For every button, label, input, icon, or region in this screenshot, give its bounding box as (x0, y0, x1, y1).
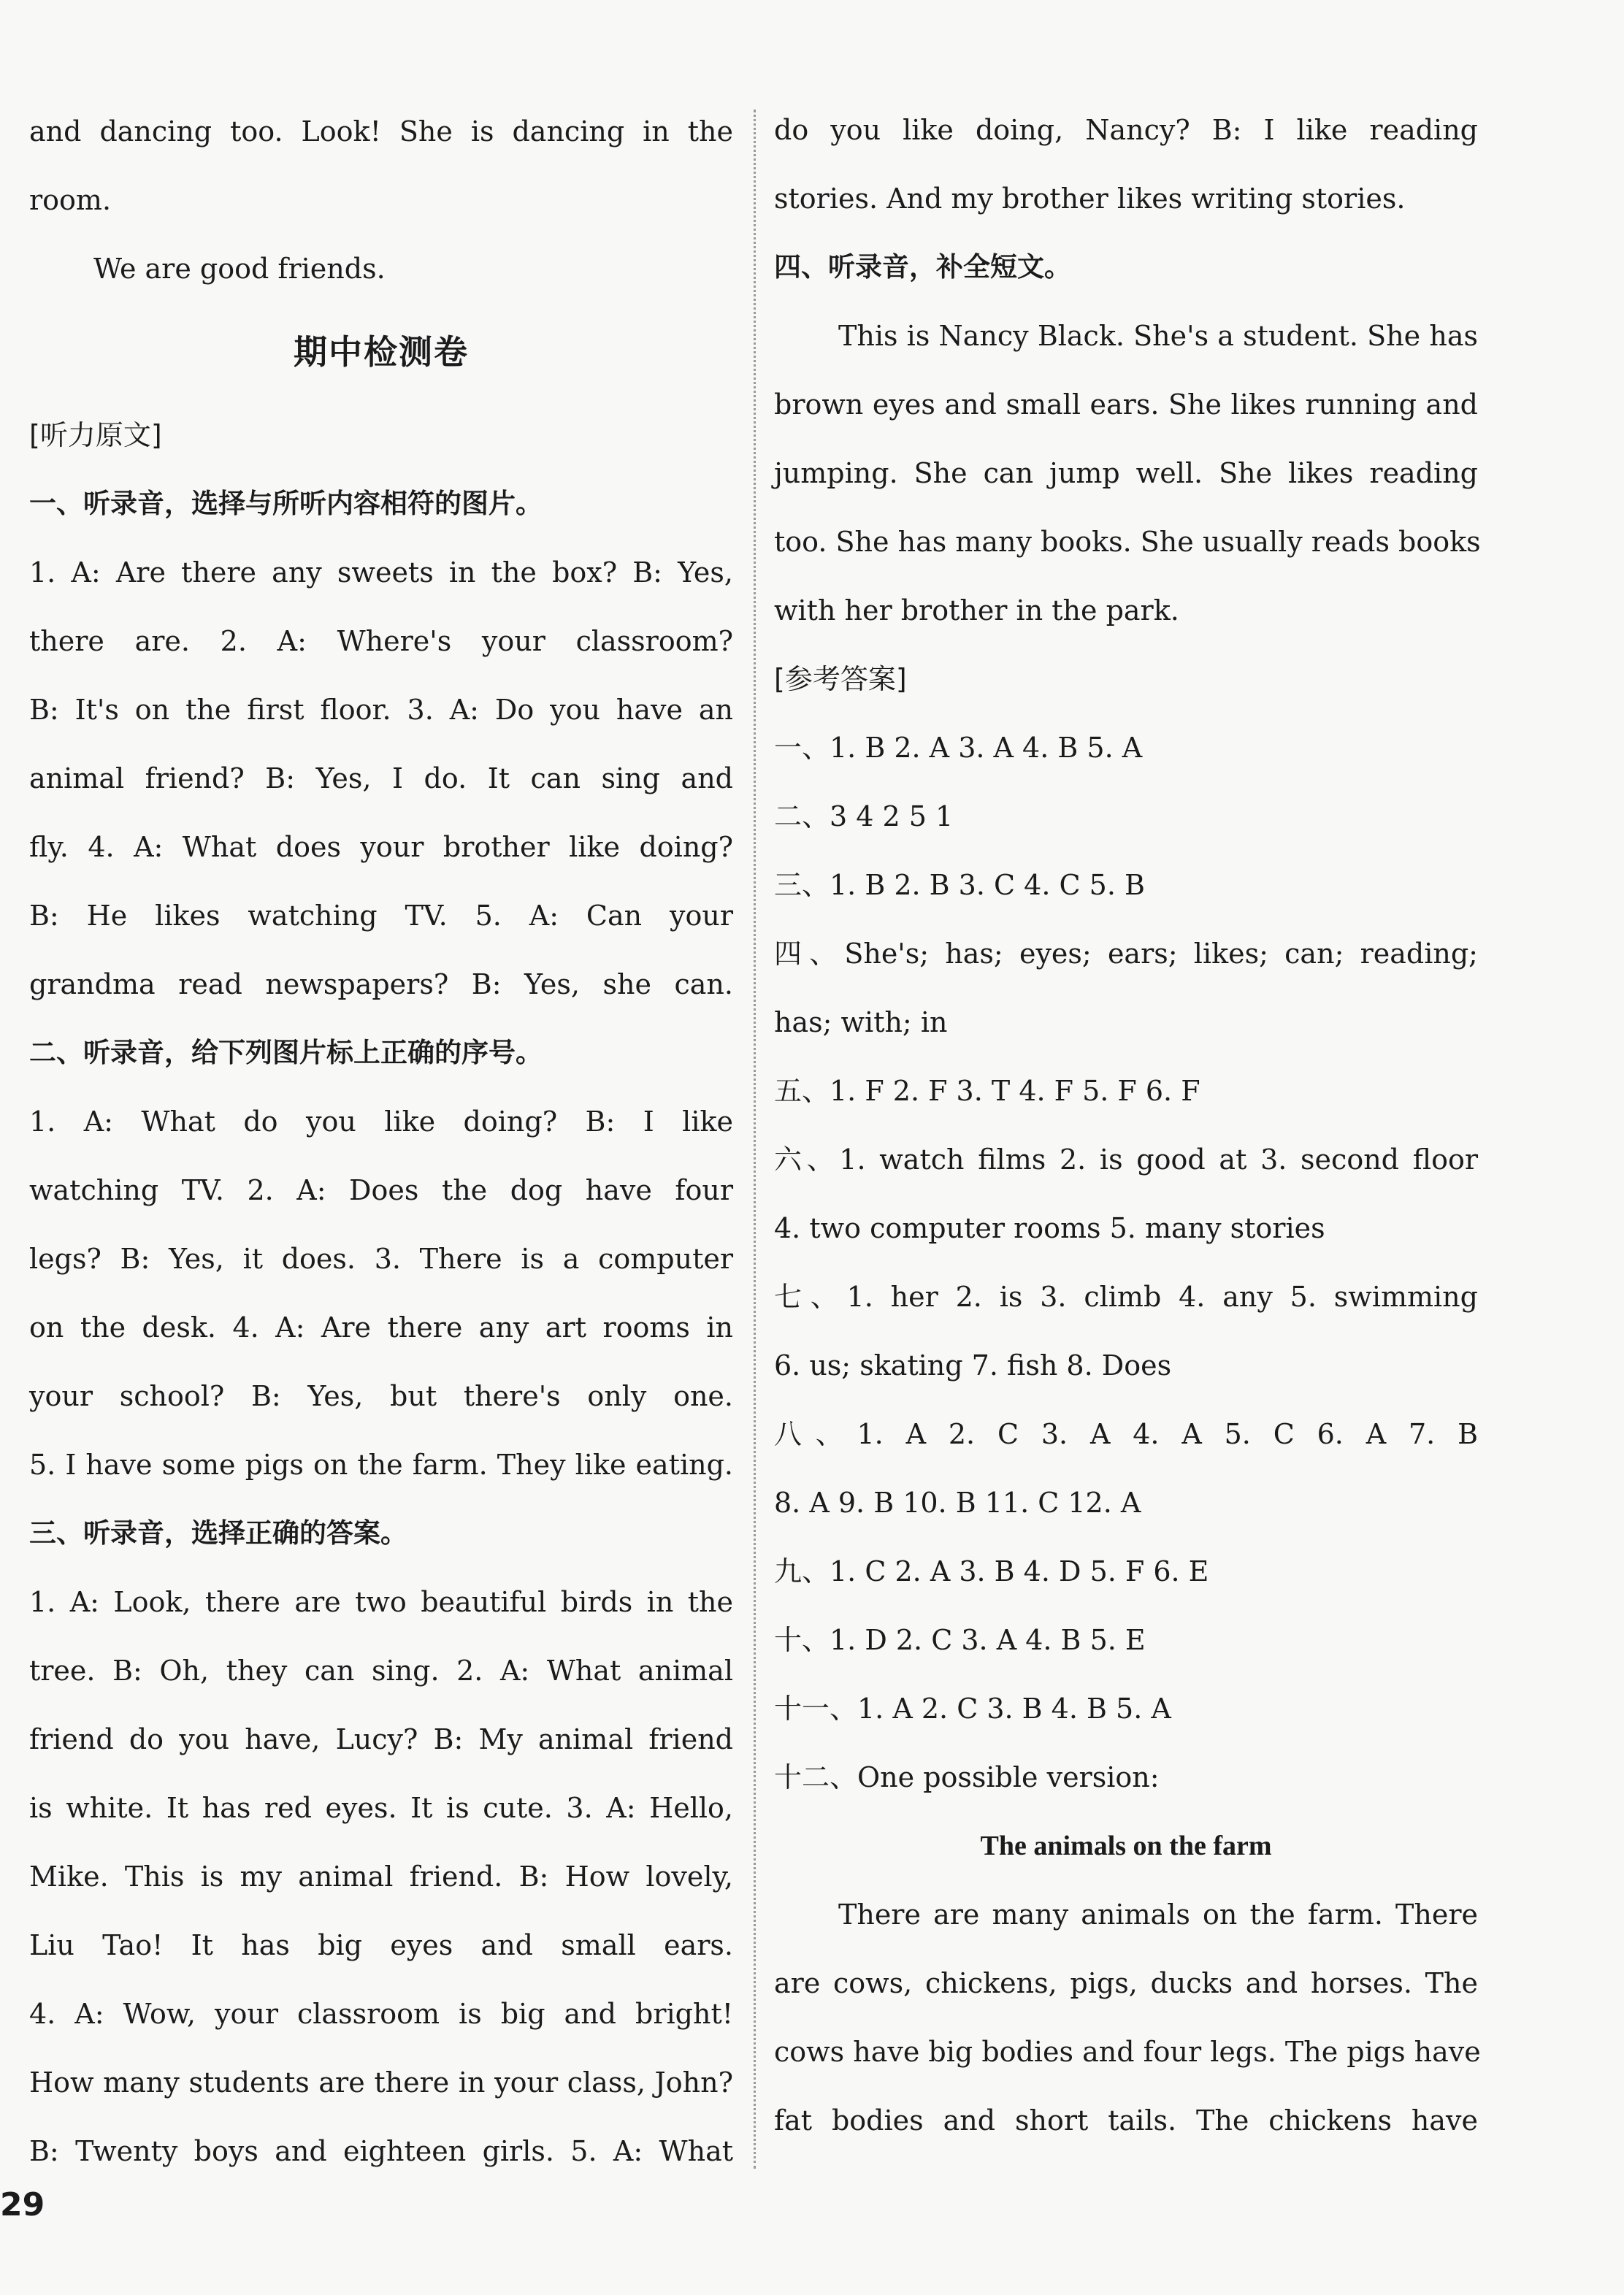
text-line: This is Nancy Black. She's a student. She has (838, 320, 1478, 352)
answer-line: 一、1. B 2. A 3. A 4. B 5. A (774, 732, 1143, 764)
text-line: tree. B: Oh, they can sing. 2. A: What animal (29, 1655, 733, 1687)
answer-line: 4. two computer rooms 5. many stories (774, 1212, 1325, 1244)
text-line: there are. 2. A: Where's your classroom? (29, 625, 733, 657)
text-line: B: Twenty boys and eighteen girls. 5. A: What (29, 2135, 733, 2167)
answer-line: 6. us; skating 7. fish 8. Does (774, 1349, 1172, 1382)
text-line: B: He likes watching TV. 5. A: Can your (29, 900, 733, 932)
answer-line: 五、1. F 2. F 3. T 4. F 5. F 6. F (774, 1075, 1200, 1107)
text-line: on the desk. 4. A: Are there any art rooms in (29, 1311, 733, 1344)
answer-line: 十一、1. A 2. C 3. B 4. B 5. A (774, 1693, 1171, 1725)
section-heading: 二、听录音，给下列图片标上正确的序号。 (29, 1037, 543, 1068)
answer-line: 九、1. C 2. A 3. B 4. D 5. F 6. E (774, 1555, 1209, 1587)
section-heading: 一、听录音，选择与所听内容相符的图片。 (29, 488, 543, 519)
essay-title: The animals on the farm (980, 1831, 1272, 1861)
text-line: fly. 4. A: What does your brother like doing? (29, 831, 733, 863)
answer-line: 8. A 9. B 10. B 11. C 12. A (774, 1487, 1141, 1519)
text-line: your school? B: Yes, but there's only one. (29, 1380, 733, 1412)
text-line: fat bodies and short tails. The chickens have (774, 2104, 1478, 2137)
text-line: cows have big bodies and four legs. The pigs have (774, 2036, 1481, 2068)
text-line: 5. I have some pigs on the farm. They like eating. (29, 1449, 733, 1481)
text-line: legs? B: Yes, it does. 3. There is a computer (29, 1243, 733, 1275)
section-heading: 四、听录音，补全短文。 (774, 251, 1071, 283)
text-line: How many students are there in your class, John? (29, 2066, 733, 2099)
text-line: grandma read newspapers? B: Yes, she can. (29, 968, 733, 1000)
text-line: and dancing too. Look! She is dancing in the (29, 115, 733, 147)
text-line: too. She has many books. She usually reads books (774, 526, 1481, 558)
page-number: 29 (0, 2186, 45, 2223)
section-heading: 三、听录音，选择正确的答案。 (29, 1517, 407, 1549)
text-line: with her brother in the park. (774, 594, 1179, 627)
text-line: friend do you have, Lucy? B: My animal friend (29, 1723, 733, 1755)
text-line: do you like doing, Nancy? B: I like reading (774, 114, 1478, 146)
answer-line: 十、1. D 2. C 3. A 4. B 5. E (774, 1624, 1146, 1656)
text-line: Liu Tao! It has big eyes and small ears. (29, 1929, 733, 1961)
answer-line: 七、1. her 2. is 3. climb 4. any 5. swimming (774, 1281, 1478, 1313)
text-line: room. (29, 184, 112, 216)
answer-line: 六、1. watch films 2. is good at 3. second floor (774, 1143, 1478, 1176)
text-line: 1. A: What do you like doing? B: I like (29, 1106, 733, 1138)
answer-line: 二、3 4 2 5 1 (774, 800, 954, 832)
text-line: There are many animals on the farm. There (838, 1899, 1478, 1931)
text-line: brown eyes and small ears. She likes running and (774, 388, 1478, 421)
column-divider (754, 110, 756, 2169)
text-line: is white. It has red eyes. It is cute. 3. A: Hello, (29, 1792, 733, 1824)
text-line: stories. And my brother likes writing stories. (774, 183, 1406, 215)
answer-line: 十二、One possible version: (774, 1761, 1160, 1793)
answer-line: 四、She's; has; eyes; ears; likes; can; reading; (774, 938, 1478, 970)
text-line: animal friend? B: Yes, I do. It can sing and (29, 762, 733, 794)
text-line: B: It's on the first floor. 3. A: Do you have an (29, 694, 733, 726)
text-line: Mike. This is my animal friend. B: How lovely, (29, 1861, 733, 1893)
text-line: We are good friends. (93, 253, 386, 285)
page-title: 期中检测卷 (294, 332, 469, 372)
text-line: 1. A: Look, there are two beautiful birds in the (29, 1586, 733, 1618)
text-line: watching TV. 2. A: Does the dog have four (29, 1174, 733, 1206)
answer-line: 三、1. B 2. B 3. C 4. C 5. B (774, 869, 1145, 901)
answer-key-tag: [参考答案] (774, 663, 907, 695)
answer-line: has; with; in (774, 1006, 948, 1038)
text-line: jumping. She can jump well. She likes reading (774, 457, 1478, 489)
answer-line: 八、1. A 2. C 3. A 4. A 5. C 6. A 7. B (774, 1418, 1478, 1450)
listening-script-tag: [听力原文] (29, 419, 162, 451)
text-line: 1. A: Are there any sweets in the box? B: Yes, (29, 556, 733, 589)
text-line: are cows, chickens, pigs, ducks and horses. The (774, 1967, 1478, 1999)
text-line: 4. A: Wow, your classroom is big and bright! (29, 1998, 733, 2030)
